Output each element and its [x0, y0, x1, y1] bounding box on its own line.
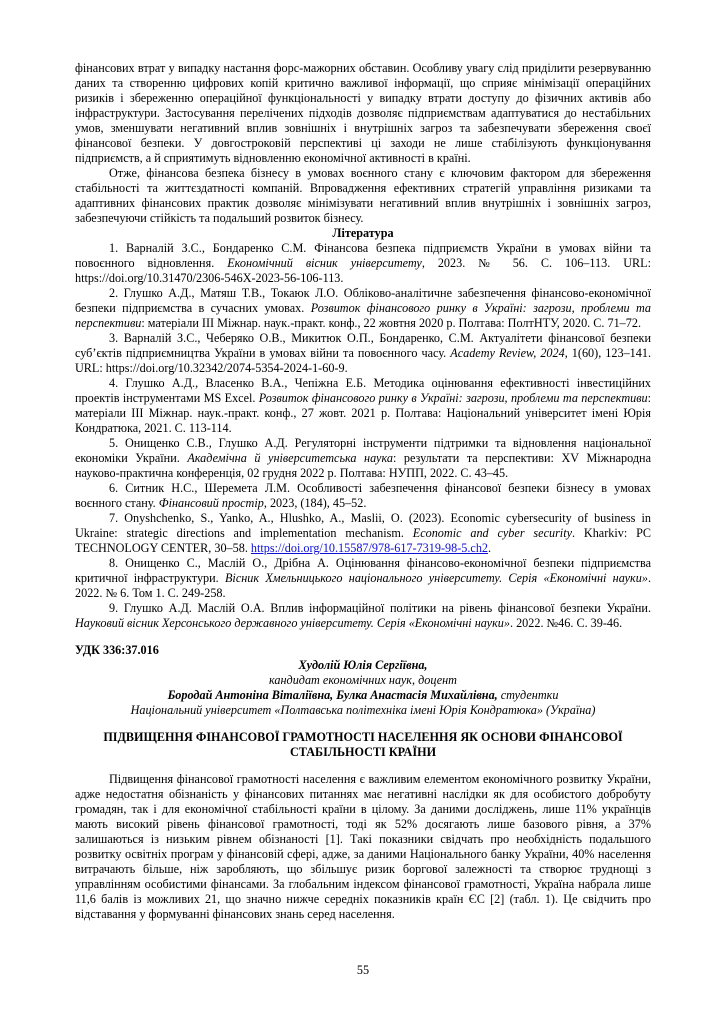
udk-code: УДК 336:37.016 [75, 643, 159, 657]
text-segment: . 2022. №46. С. 39-46. [509, 616, 623, 630]
text-segment: . [488, 541, 492, 555]
paragraph-continuation: фінансових втрат у випадку настання форс-мажорних обставин. Особливу увагу слід приділити резервуванню даних та створенню цифрових копій критично важливої інформації, що сприяє мінімізації операційних ризиків і збереженню операційної функціональності у випадку втрати доступу до фізичних активів або інфраструктури. Застосування перелічених підходів дозволяє підприємствам адаптуватися до нестабільних умов, зменшувати негативний вплив зовнішніх і внутрішніх загроз та забезпечувати збереження своєї фінансової безпеки. У довгостроковій перспективі ці заходи не лише стабілізують функціонування підприємств, а й сприятимуть відновленню економічної активності в країні. [75, 61, 651, 165]
text-segment: . 2022. № 6. Том 1. С. 249-258. [75, 571, 651, 600]
text-segment: Academy Review, 2024, [450, 346, 568, 360]
text-segment: . Kharkiv: PC TECHNOLOGY CENTER, 30–58. [75, 526, 651, 555]
text-segment: : матеріали ІІІ Міжнар. наук.-практ. конф., 27 жовт. 2021 р. Полтава: Національний університет імені Юрія Кондратюка, 2021. С. 113-114. [75, 391, 651, 435]
doi-link[interactable]: https://doi.org/10.15587/978-617-7319-98-5.ch2 [250, 541, 489, 555]
reference-item-8 [75, 556, 651, 601]
text-segment: Академічна й університетська наука [187, 451, 393, 465]
text-segment: 2. Глушко А.Д., Матяш Т.В., Токаюк Л.О. Обліково-аналітичне забезпечення фінансово-економічної безпеки підприємства в сучасних умовах. [75, 286, 651, 315]
page-content [75, 61, 651, 922]
text-segment: 5. Онищенко С.В., Глушко А.Д. Регуляторні інструменти підтримки та відновлення національної економіки України. [75, 436, 651, 465]
text-segment: , 2023, (184), 45–52. [263, 496, 367, 510]
reference-item-7 [75, 511, 651, 556]
text-segment: 9. Глушко А.Д. Маслій О.А. Вплив інформаційної політики на рівень фінансової безпеки України. [109, 601, 651, 615]
text-segment: 7. Onyshchenko, S., Yanko, A., Hlushko, A., Maslii, O. (2023). Economic cybersecurity of business in Ukraine: strategic directions and implementation mechanism. [75, 511, 651, 540]
text-segment: 1(60), 123–141. URL: https://doi.org/10.32342/2074-5354-2024-1-60-9. [75, 346, 652, 375]
reference-item-4 [75, 376, 651, 436]
text-segment: студентки [497, 688, 559, 702]
text-segment: 3. Варналій З.С., Чеберяко О.В., Микитюк О.П., Бондаренко, С.М. Актуалітети фінансової безпеки суб’єктів підприємництва України в умовах війни та повоєнного часу. [75, 331, 651, 360]
author-line-name-1 [75, 658, 651, 673]
text-segment: : матеріали ІІІ Міжнар. наук.-практ. конф., 22 жовтня 2020 р. Полтава: ПолтНТУ, 2020. С. 71–72. [141, 316, 642, 330]
text-segment: кандидат економічних наук, доцент [269, 673, 457, 687]
text-segment: , 2023. № 56. С. 106–113. URL: https://doi.org/10.31470/2306-546X-2023-56-106-113. [75, 256, 651, 285]
text-segment: Національний університет «Полтавська політехніка імені Юрія Кондратюка» (Україна) [130, 703, 596, 717]
reference-item-2 [75, 286, 651, 331]
text-segment: 4. Глушко А.Д., Власенко В.А., Чепіжна Е.Б. Методика оцінювання ефективності інвестиційних проектів інструментами MS Excel. [75, 376, 651, 405]
reference-item-9 [75, 601, 651, 631]
text-segment: 6. Ситник Н.С., Шеремета Л.М. Особливості забезпечення фінансової безпеки бізнесу в умовах воєнного стану. [75, 481, 651, 510]
text-segment: 8. Онищенко С., Маслій О., Дрібна А. Оцінювання фінансово-економічної безпеки підприємства критичної інфраструктури. [75, 556, 651, 585]
text-segment: Економічний вісник університету [227, 256, 422, 270]
text-segment: Фінансовий простір [158, 496, 264, 510]
reference-item-5 [75, 436, 651, 481]
text-segment: Розвиток фінансового ринку в Україні: загрози, проблеми та перспективи [75, 301, 651, 330]
reference-item-3 [75, 331, 651, 376]
article-intro-paragraph: Підвищення фінансової грамотності населення є важливим елементом економічного розвитку України, адже недостатня обізнаність у фінансових питаннях має негативні наслідки як для особистого добробуту громадян, так і для економічної стабільності країни в цілому. За даними досліджень, лише 11% українців мають високий рівень фінансової грамотності, тоді як 52% досягають лише базового рівня, а 37% залишаються із низьким рівнем обізнаності [1]. Такі показники свідчать про необхідність подальшого розвитку освітніх програм у фінансовій сфері, адже, за даними Національного банку України, 40% населення витрачають більше, ніж заробляють, що збільшує ризик боргової залежності та створює труднощі з управлінням особистими фінансами. За глобальним індексом фінансової грамотності, Україна набрала лише 11,6 балів із можливих 21, що значно нижче середніх показників країн ЄС [2] (табл. 1). Це свідчить про відставання у формуванні фінансових знань серед населення. [75, 772, 651, 921]
literature-heading: Література [332, 226, 394, 240]
text-segment: 1. Варналій З.С., Бондаренко С.М. Фінансова безпека підприємств України в умовах війни та повоєнного відновлення. [75, 241, 651, 270]
reference-item-1 [75, 241, 651, 286]
text-segment: Науковий вісник Херсонського державного університету. Серія «Економічні науки» [75, 616, 510, 630]
article-title: ПІДВИЩЕННЯ ФІНАНСОВОЇ ГРАМОТНОСТІ НАСЕЛЕННЯ ЯК ОСНОВИ ФІНАНСОВОЇ СТАБІЛЬНОСТІ КРАЇНИ [103, 730, 623, 759]
author-line-degree [75, 673, 651, 688]
page-number: 55 [356, 963, 370, 977]
reference-item-6 [75, 481, 651, 511]
paragraph-conclusion: Отже, фінансова безпека бізнесу в умовах воєнного стану є ключовим фактором для збереження стабільності та життєздатності компаній. Впровадження ефективних стратегій управління ризиками та адаптивних фінансових практик дозволяє мінімізувати негативний вплив внутрішніх і зовнішніх загроз, забезпечуючи стійкість та подальший розвиток бізнесу. [75, 166, 651, 225]
text-segment: Бородай Антоніна Віталіївна, Булка Анастасія Михайлівна, [167, 688, 498, 702]
text-segment: Худолій Юлія Сергіївна, [298, 658, 428, 672]
text-segment: Вісник Хмельницького національного університету. Серія «Економічні науки» [224, 571, 648, 585]
text-segment: Economic and cyber security [412, 526, 572, 540]
author-line-students [75, 688, 651, 703]
author-line-affiliation [75, 703, 651, 718]
text-segment: Розвиток фінансового ринку в Україні: загрози, проблеми та перспективи [258, 391, 648, 405]
text-segment: : результати та перспективи: XV Міжнародна науково-практична конференція, 02 грудня 2022 р. Полтава: НУПП, 2022. С. 43–45. [75, 451, 651, 480]
